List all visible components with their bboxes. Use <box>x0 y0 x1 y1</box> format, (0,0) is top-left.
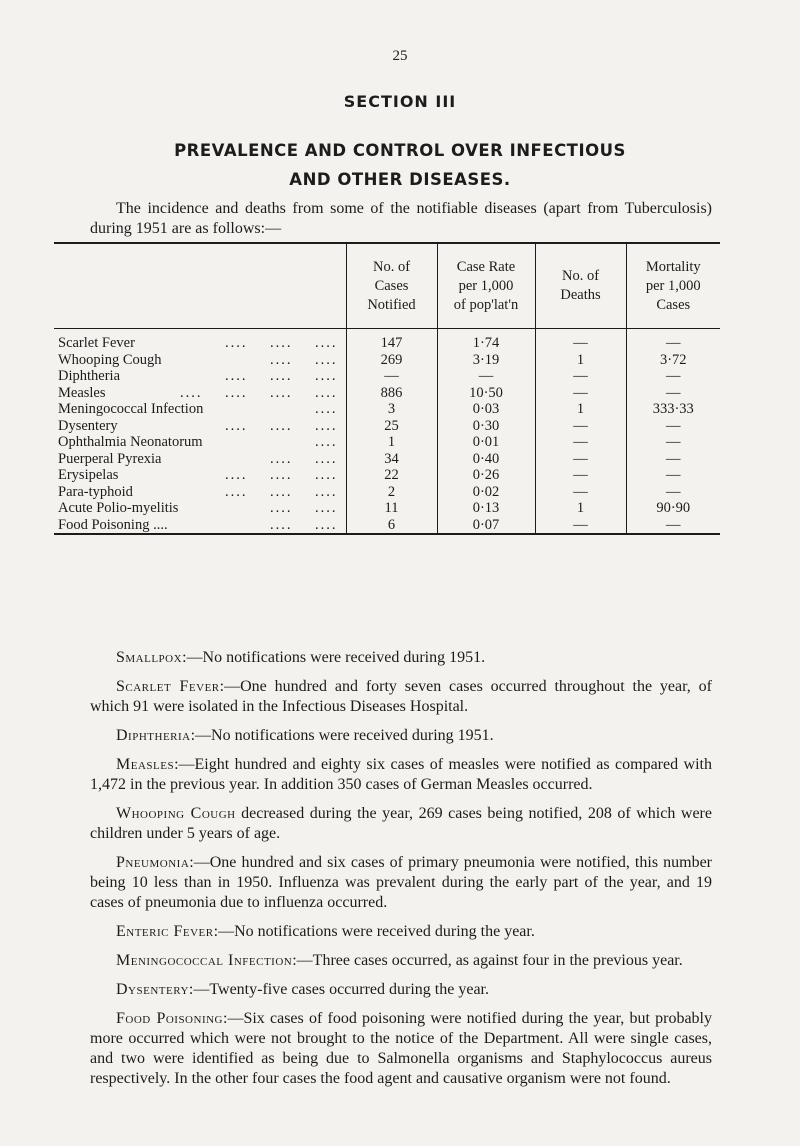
leader-dots: .... .... .... <box>225 467 338 484</box>
leader-dots: .... .... .... <box>225 335 338 352</box>
leader-dots: .... .... .... <box>225 368 338 385</box>
mortality-cell: — <box>626 467 720 484</box>
leader-dots: .... .... .... <box>225 417 338 434</box>
cases-cell: 269 <box>346 352 437 369</box>
disease-note-paragraph <box>90 677 712 717</box>
mortality-cell: — <box>626 517 720 535</box>
deaths-cell: — <box>535 368 626 385</box>
header-cases-notified: No. of Cases Notified <box>346 243 437 329</box>
table-row <box>54 467 720 484</box>
disease-note-text: :—Six cases of food poisoning were notified during the year, but probably more occurred which were not brought to the notice of the Department. All were single cases, and two were identified as being due to Salmonella organisms and Staphylococcus aureus respectively. In the other four cases the food agent and causative organism were not found. <box>90 1010 712 1087</box>
disease-cell <box>54 484 346 501</box>
mortality-cell: — <box>626 451 720 468</box>
case-rate-cell: 10·50 <box>437 385 535 402</box>
section-title: SECTION III <box>343 92 457 111</box>
leader-dots: .... .... <box>270 516 338 533</box>
disease-note-paragraph <box>90 922 712 942</box>
disease-cell <box>54 451 346 468</box>
mortality-cell: 3·72 <box>626 352 720 369</box>
cases-cell: 3 <box>346 401 437 418</box>
table-row <box>54 418 720 435</box>
disease-note-paragraph <box>90 951 712 971</box>
cases-cell: 25 <box>346 418 437 435</box>
disease-name: Para-typhoid <box>58 483 133 500</box>
cases-cell: — <box>346 368 437 385</box>
deaths-cell: 1 <box>535 401 626 418</box>
disease-statistics-table <box>54 242 720 535</box>
case-rate-cell: 0·01 <box>437 434 535 451</box>
disease-cell <box>54 500 346 517</box>
case-rate-cell: 0·30 <box>437 418 535 435</box>
cases-cell: 11 <box>346 500 437 517</box>
leader-dots: .... .... .... <box>225 483 338 500</box>
leader-dots: .... <box>315 401 338 418</box>
disease-note-heading: Meningococcal Infection <box>116 952 293 969</box>
disease-note-paragraph <box>90 980 712 1000</box>
case-rate-cell: 0·02 <box>437 484 535 501</box>
disease-note-heading: Dysentery <box>116 981 189 998</box>
deaths-cell: — <box>535 451 626 468</box>
deaths-cell: — <box>535 385 626 402</box>
table-row <box>54 484 720 501</box>
table-body <box>54 329 720 535</box>
disease-note-heading: Pneumonia <box>116 854 190 871</box>
disease-name: Meningococcal Infection <box>58 401 204 418</box>
disease-name: Acute Polio-myelitis <box>58 500 179 517</box>
table-row <box>54 352 720 369</box>
disease-note-heading: Enteric Fever <box>116 923 214 940</box>
intro-paragraph: The incidence and deaths from some of the notifiable diseases (apart from Tuberculosis) during 1951 are as follows:— <box>90 200 712 237</box>
header-case-rate: Case Rate per 1,000 of pop'lat'n <box>437 243 535 329</box>
cases-cell: 2 <box>346 484 437 501</box>
main-title-line-2: AND OTHER DISEASES. <box>289 170 511 189</box>
cases-cell: 886 <box>346 385 437 402</box>
disease-note-heading: Food Poisoning <box>116 1010 223 1027</box>
disease-note-paragraph <box>90 726 712 746</box>
deaths-cell: 1 <box>535 352 626 369</box>
deaths-cell: — <box>535 329 626 352</box>
disease-cell <box>54 517 346 535</box>
main-title-line-1: PREVALENCE AND CONTROL OVER INFECTIOUS <box>174 141 626 160</box>
header-mortality: Mortality per 1,000 Cases <box>626 243 720 329</box>
leader-dots: .... <box>315 434 338 451</box>
disease-name: Diphtheria <box>58 368 121 385</box>
cases-cell: 34 <box>346 451 437 468</box>
leader-dots: .... .... <box>270 500 338 517</box>
deaths-cell: — <box>535 418 626 435</box>
table-row <box>54 500 720 517</box>
disease-note-paragraph <box>90 804 712 844</box>
header-deaths: No. of Deaths <box>535 243 626 329</box>
disease-note-heading: Diphtheria <box>116 727 191 744</box>
disease-note-paragraph <box>90 755 712 795</box>
leader-dots: .... .... <box>270 351 338 368</box>
table-row <box>54 329 720 352</box>
case-rate-cell: 0·03 <box>437 401 535 418</box>
mortality-cell: — <box>626 434 720 451</box>
deaths-cell: — <box>535 467 626 484</box>
disease-note-paragraph <box>90 648 712 668</box>
disease-cell <box>54 434 346 451</box>
cases-cell: 147 <box>346 329 437 352</box>
case-rate-cell: 0·26 <box>437 467 535 484</box>
disease-note-text: :—No notifications were received during the year. <box>213 923 535 940</box>
table-row <box>54 368 720 385</box>
mortality-cell: 333·33 <box>626 401 720 418</box>
disease-note-paragraph <box>90 1009 712 1089</box>
disease-note-text: :—Three cases occurred, as against four in the previous year. <box>292 952 683 969</box>
disease-cell <box>54 418 346 435</box>
main-title <box>0 136 800 194</box>
disease-name: Erysipelas <box>58 467 119 484</box>
deaths-cell: — <box>535 517 626 535</box>
case-rate-cell: 3·19 <box>437 352 535 369</box>
table-row <box>54 451 720 468</box>
disease-note-heading: Measles <box>116 756 175 773</box>
table-header-row <box>54 243 720 329</box>
disease-note-heading: Smallpox <box>116 649 183 666</box>
disease-cell <box>54 352 346 369</box>
disease-note-paragraph <box>90 853 712 913</box>
case-rate-cell: 1·74 <box>437 329 535 352</box>
disease-name: Puerperal Pyrexia <box>58 450 162 467</box>
disease-note-heading: Scarlet Fever <box>116 678 220 695</box>
disease-name: Scarlet Fever <box>58 335 135 352</box>
disease-name: Dysentery <box>58 417 118 434</box>
disease-cell <box>54 401 346 418</box>
mortality-cell: — <box>626 329 720 352</box>
disease-note-text: :—One hundred and six cases of primary pneumonia were notified, this number being 10 less than in 1950. Influenza was prevalent during the early part of the year, and 19 cases of pneumonia due to influenza occurred. <box>90 854 712 911</box>
disease-note-text: :—Twenty-five cases occurred during the year. <box>188 981 489 998</box>
mortality-cell: — <box>626 385 720 402</box>
page-number: 25 <box>392 48 408 64</box>
disease-name: Whooping Cough <box>58 351 162 368</box>
case-rate-cell: 0·13 <box>437 500 535 517</box>
table-row <box>54 434 720 451</box>
disease-note-text: :—No notifications were received during 1951. <box>182 649 486 666</box>
disease-notes <box>90 648 712 1098</box>
case-rate-cell: 0·07 <box>437 517 535 535</box>
leader-dots: .... .... .... .... <box>180 384 338 401</box>
mortality-cell: 90·90 <box>626 500 720 517</box>
mortality-cell: — <box>626 368 720 385</box>
disease-name: Ophthalmia Neonatorum <box>58 434 203 451</box>
deaths-cell: 1 <box>535 500 626 517</box>
cases-cell: 22 <box>346 467 437 484</box>
cases-cell: 6 <box>346 517 437 535</box>
mortality-cell: — <box>626 418 720 435</box>
disease-note-text: :—One hundred and forty seven cases occurred throughout the year, of which 91 were isolated in the Infectious Diseases Hospital. <box>90 678 712 715</box>
disease-note-heading: Whooping Cough <box>116 805 236 822</box>
table-row <box>54 401 720 418</box>
disease-cell <box>54 329 346 352</box>
deaths-cell: — <box>535 434 626 451</box>
disease-note-text: decreased during the year, 269 cases being notified, 208 of which were children under 5 years of age. <box>90 805 712 842</box>
leader-dots: .... .... <box>270 450 338 467</box>
disease-cell <box>54 368 346 385</box>
disease-name: Measles <box>58 384 106 401</box>
header-disease <box>54 243 346 329</box>
disease-note-text: :—Eight hundred and eighty six cases of measles were notified as compared with 1,472 in the previous year. In addition 350 cases of German Measles occurred. <box>90 756 712 793</box>
table-row <box>54 517 720 535</box>
cases-cell: 1 <box>346 434 437 451</box>
disease-cell <box>54 385 346 402</box>
deaths-cell: — <box>535 484 626 501</box>
disease-name: Food Poisoning .... <box>58 516 168 533</box>
case-rate-cell: 0·40 <box>437 451 535 468</box>
mortality-cell: — <box>626 484 720 501</box>
disease-note-text: :—No notifications were received during 1951. <box>190 727 494 744</box>
table-row <box>54 385 720 402</box>
disease-cell <box>54 467 346 484</box>
case-rate-cell: — <box>437 368 535 385</box>
